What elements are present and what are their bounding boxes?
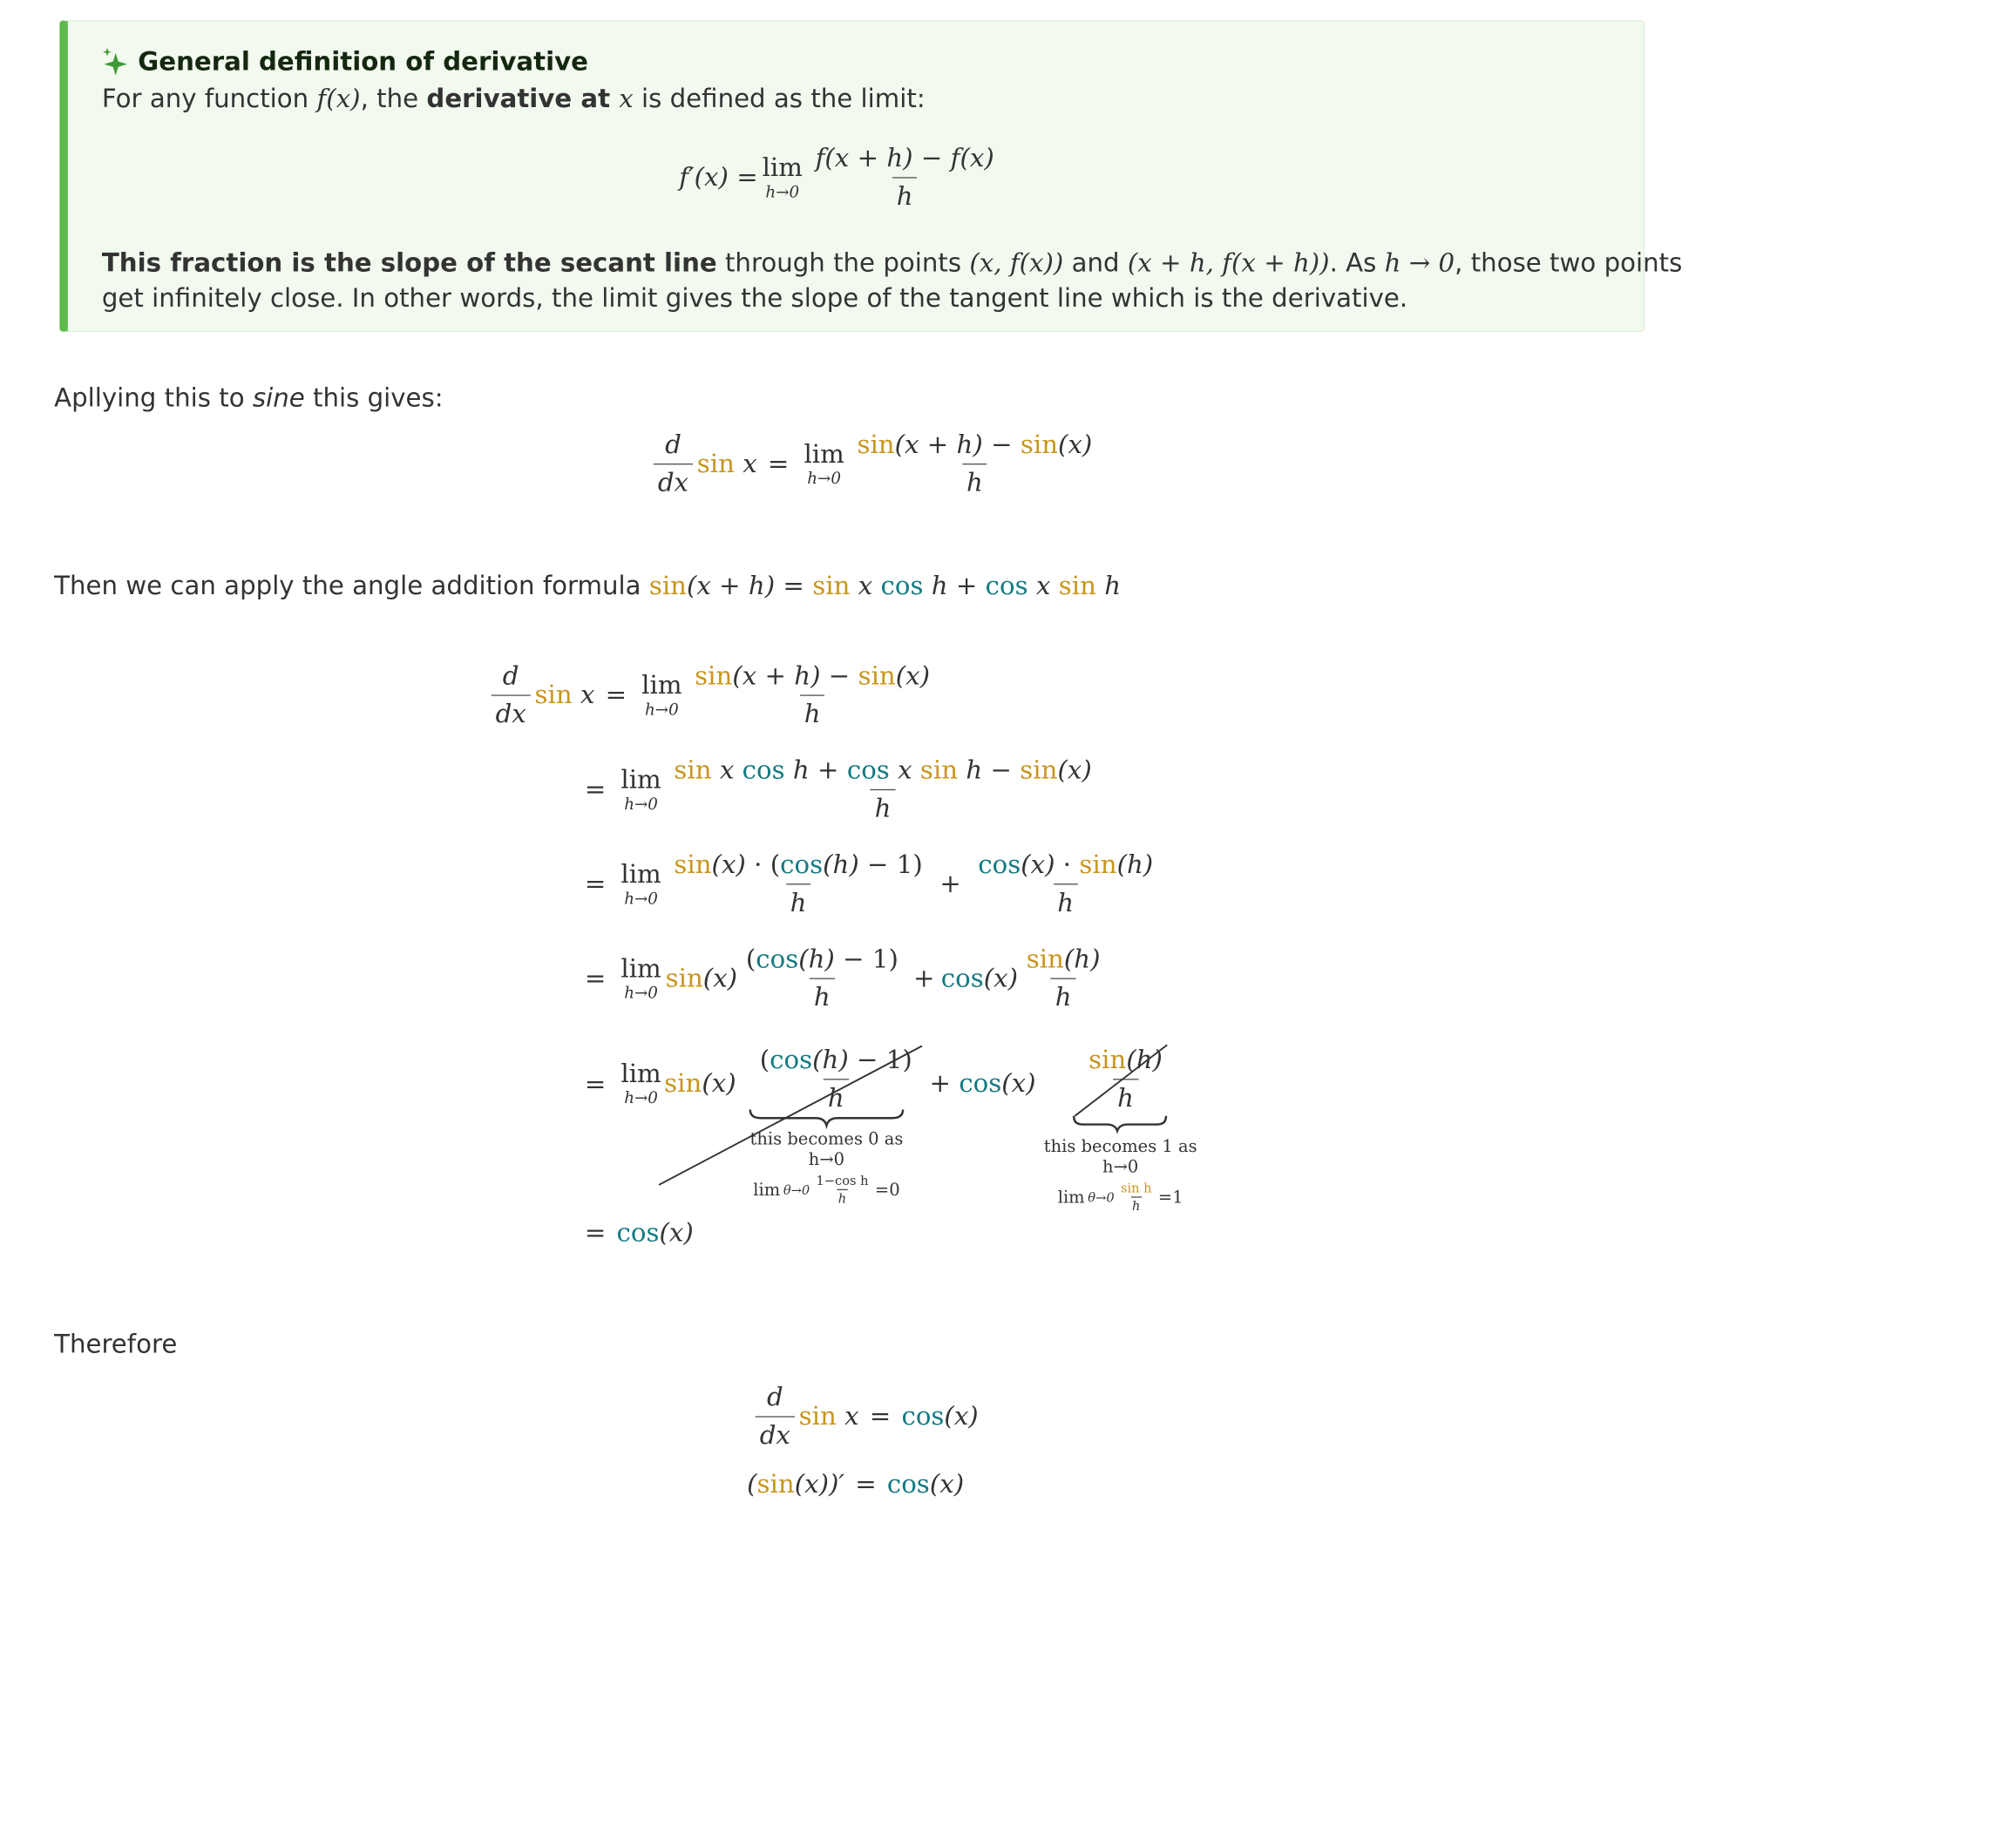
final-result-1: $\frac{d}{dx}$ sin x = cos (x) [751,1382,979,1450]
derivation-line-1: $\frac{d}{dx}$ sin x = lim h→0 $\frac{\sin(x + h) - \sin(x)}{h}$ [487,661,939,729]
callout-explanation-line1: This fraction is the slope of the secant line through the points (x, f(x)) and (x + h, f(x + h)). As h → 0, those two points [101,247,1683,278]
callout-intro: For any function f(x), the derivative at x is defined as the limit: [101,84,926,114]
final-result-2: (sin(x))′ = cos (x) [747,1469,965,1499]
derivation-line-5: = lim h→0 [584,1059,661,1108]
angle-addition-text: Then we can apply the angle addition formula sin(x + h) = sin x cos h + cos x sin h [54,571,1122,601]
derivation-line-6: = cos (x) [584,1217,694,1248]
note-2: this becomes 1 as h→0 lim θ→0 $\frac{\text{sin h}}{h}$ =1 [1043,1135,1197,1214]
fraction: $\frac{f(x + h) - f(x)}{h}$ [815,143,994,212]
limit: lim h→0 [762,152,803,201]
line5-sin-x: sin(x) [664,1068,736,1099]
sine-derivative-limit: $\frac{d}{dx}$ sin x = lim h→0 $\frac{\sin(x + h) - \sin(x)}{h}$ [649,430,1101,498]
callout-explanation-line2: get infinitely close. In other words, the limit gives the slope of the tangent line which is the derivative. [101,283,1408,314]
line5-fraction-2: $\frac{\sin(h)}{h}$ [1088,1045,1163,1114]
underbrace-2 [1074,1116,1166,1131]
callout-title: General definition of derivative [138,46,588,77]
derivation-line-3: = lim h→0 $\frac{\sin(x) \cdot (\cos(h) - 1)}{h}$ + $\frac{\cos(x) \cdot \sin(h)}{h}$ [584,850,1154,918]
strike-line-2 [1075,1045,1167,1116]
derivation-line-4: = lim h→0 sin (x) $\frac{(\cos(h) - 1)}{h}$ + cos (x) $\frac{\sin(h)}{h}$ [584,944,1101,1012]
derivation-line-2: = lim h→0 $\frac{\text{sin x cos h + cos x sin h − sin(x)}}{h}$ [584,755,1092,823]
definition-formula: f′(x) = lim h→0 $\frac{f(x + h) - f(x)}{h}$ [679,143,1002,211]
underbrace-1 [750,1110,903,1126]
note-1: this becomes 0 as h→0 lim θ→0 $\frac{\text{1−cos h}}{h}$ =0 [749,1128,904,1207]
line5-cos-x: + cos(x) [929,1068,1036,1099]
line5-fraction-1: $\frac{(\cos(h) - 1)}{h}$ [759,1045,912,1114]
applying-text: Apllying this to sine this gives: [54,382,444,413]
therefore-text: Therefore [54,1329,178,1359]
